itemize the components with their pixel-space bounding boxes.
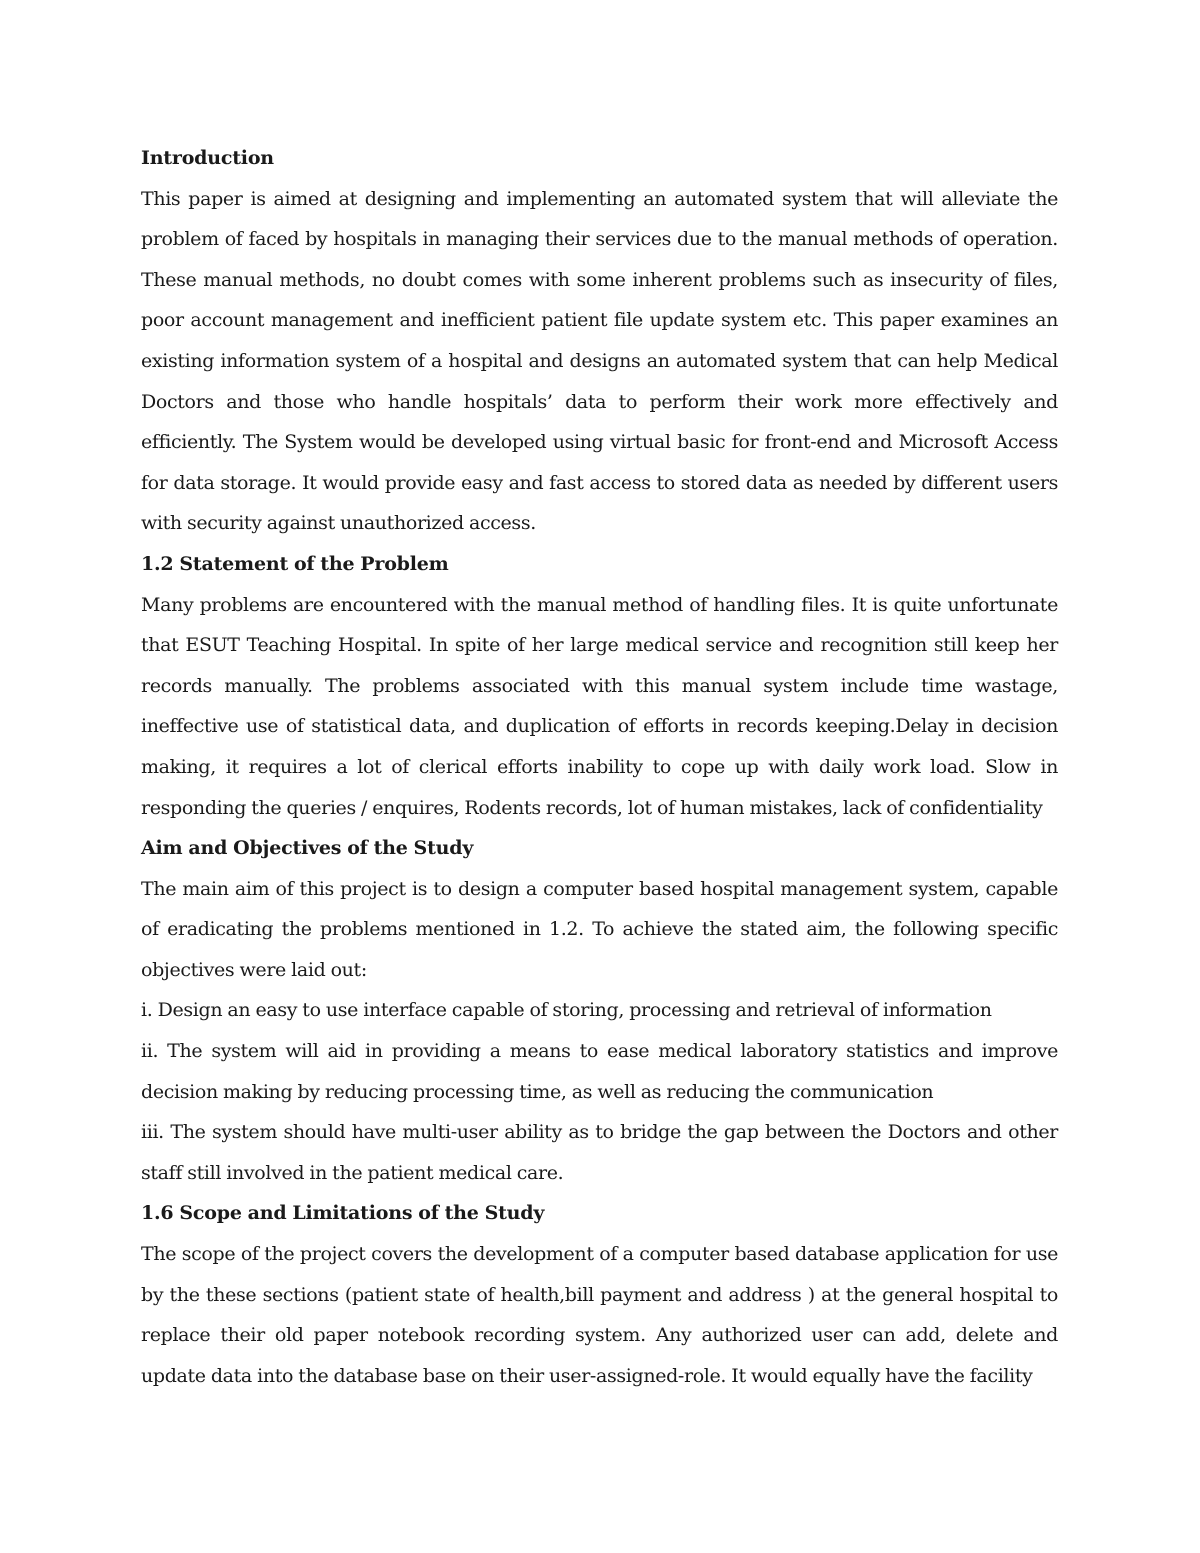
problem-statement-heading: 1.2 Statement of the Problem bbox=[141, 552, 449, 575]
scope-limitations-heading: 1.6 Scope and Limitations of the Study bbox=[141, 1202, 545, 1225]
scope-paragraph: The scope of the project covers the development of a computer based database application for use by the these sections (patient state of health,bill payment and address ) at the general hospital to replace their old paper notebook recording system. Any authorized user can add, delete and update data into the database base on their user-assigned-role. It would equally have the facility bbox=[141, 1243, 1058, 1387]
objective-item-3: iii. The system should have multi-user ability as to bridge the gap between the Doctors and other staff still involved in the patient medical care. bbox=[141, 1121, 1058, 1184]
problem-statement-paragraph: Many problems are encountered with the manual method of handling files. It is quite unfortunate that ESUT Teaching Hospital. In spite of her large medical service and recognition still keep her records manually. The problems associated with this manual system include time wastage, ineffective use of statistical data, and duplication of efforts in records keeping.Delay in decision making, it requires a lot of clerical efforts inability to cope up with daily work load. Slow in responding the queries / enquires, Rodents records, lot of human mistakes, lack of confidentiality bbox=[141, 593, 1058, 819]
introduction-heading: Introduction bbox=[141, 147, 274, 169]
aim-paragraph: The main aim of this project is to design a computer based hospital management system, capable of eradicating the problems mentioned in 1.2. To achieve the stated aim, the following specific objectives were laid out: bbox=[141, 877, 1058, 981]
objective-item-1: i. Design an easy to use interface capable of storing, processing and retrieval of information bbox=[141, 999, 992, 1022]
document-body bbox=[141, 138, 1058, 1396]
objective-item-2: ii. The system will aid in providing a means to ease medical laboratory statistics and improve decision making by reducing processing time, as well as reducing the communication bbox=[141, 1040, 1058, 1103]
aim-objectives-heading: Aim and Objectives of the Study bbox=[141, 837, 474, 860]
introduction-paragraph: This paper is aimed at designing and implementing an automated system that will alleviate the problem of faced by hospitals in managing their services due to the manual methods of operation. These manual methods, no doubt comes with some inherent problems such as insecurity of files, poor account management and inefficient patient file update system etc. This paper examines an existing information system of a hospital and designs an automated system that can help Medical Doctors and those who handle hospitals’ data to perform their work more effectively and efficiently. The System would be developed using virtual basic for front-end and Microsoft Access for data storage. It would provide easy and fast access to stored data as needed by different users with security against unauthorized access. bbox=[141, 187, 1058, 535]
